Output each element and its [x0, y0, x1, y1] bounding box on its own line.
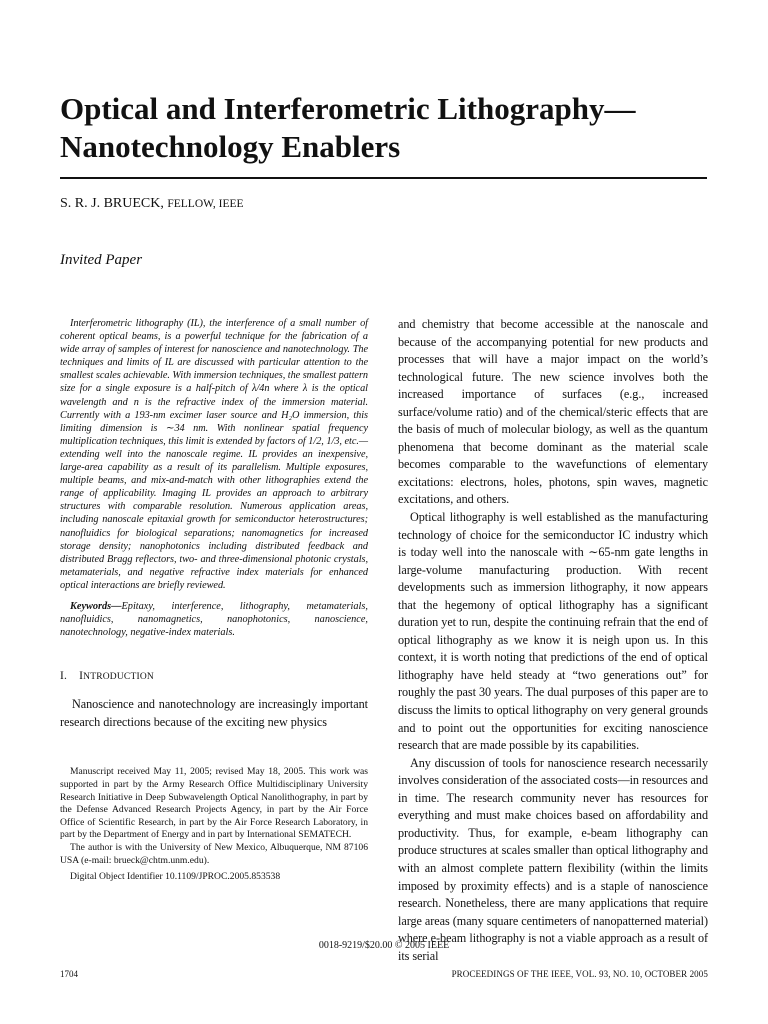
- section-number: I.: [60, 670, 68, 683]
- footnotes: [60, 766, 368, 883]
- abstract: Interferometric lithography (IL), the interference of a small number of coherent optical beams, is a powerful technique for the fabrication of a wide array of samples of interest for nanoscience and nanotechnology. The techniques and limits of IL are discussed with particular attention to the smallest scales achievable. With immersion techniques, the smallest pattern size for a single exposure is a half-pitch of λ/4n where λ is the optical wavelength and n is the refractive index of the immersion material. Currently with a 193-nm excimer laser source and H₂O immersion, this limiting dimension is ∼34 nm. With nonlinear spatial frequency multiplication techniques, this limit is extended by factors of 1/2, 1/3, etc.—extending well into the nanoscale regime. IL provides an inexpensive, large-area capability as a result of its parallelism. Multiple exposures, multiple beams, and mix-and-match with other lithographies extend the range of applicability. Imaging IL provides an approach to arbitrary structures with comparable resolution. Numerous application areas, including nanoscale epitaxial growth for semiconductor heterostructures; nanofluidics for biological separations; nanomagnetics for increased storage density; nanophotonics including distributed feedback and distributed Bragg reflectors, two- and three-dimensional photonic crystals, metamaterials, and negative refractive index materials for enhanced optical interactions are briefly reviewed.: [60, 318, 368, 591]
- body-paragraph-1: and chemistry that become accessible at the nanoscale and because of the accompanying potential for new products and processes that will have a major impact on the world’s technological future. The new science involves both the increased importance of surfaces (e.g., increased surface/volume ratio) and of the chemical/steric effects that are the basis of much of molecular biology, as well as the quantum phenomena that become dominant as the material scale becomes comparable to the wavefunctions of elementary excitations: electrons, holes, photons, spin waves, magnetic excitations, and others.: [398, 317, 708, 507]
- section-title-rest: NTRODUCTION: [83, 672, 154, 683]
- author-footnote: The author is with the University of New Mexico, Albuquerque, NM 87106 USA (e-mail: brueck@chtm.unm.edu).: [60, 841, 368, 866]
- doi-footnote: Digital Object Identifier 10.1109/JPROC.2005.853538: [70, 871, 281, 883]
- copyright-notice: 0018-9219/$20.00 © 2005 IEEE: [318, 940, 450, 951]
- section-title-initial: I: [79, 670, 84, 683]
- left-column: [60, 317, 368, 884]
- author-line: [60, 196, 244, 212]
- intro-paragraph: Nanoscience and nanotechnology are increasingly important research directions because of the exciting new physics: [60, 697, 368, 729]
- paper-type: Invited Paper: [60, 252, 143, 268]
- right-column: [398, 316, 708, 965]
- keywords-label: Keywords—: [70, 600, 122, 612]
- paper-title-line-1: Optical and Interferometric Lithography—: [60, 91, 636, 126]
- keywords-text: Epitaxy, interference, lithography, metamaterials, nanofluidics, nanomagnetics, nanophotonics, nanoscience, nanotechnology, negative-index materials.: [60, 600, 368, 639]
- section-heading: [60, 669, 368, 684]
- author-name: S. R. J. BRUECK,: [60, 196, 164, 211]
- body-paragraph-3: Any discussion of tools for nanoscience research necessarily involves consideration of the associated costs—in resources and in time. The research community never has resources for everything and must make choices based on affordability and productivity. Thus, for example, e-beam lithography can produce structures at scales smaller than optical lithography and with an almost complete pattern flexibility (within the limits imposed by proximity effects) and is a staple of nanoscience research. Nonetheless, there are many applications that require large areas (many square centimeters of nanopatterned material) where e-beam lithography is not a viable approach as a result of its serial: [398, 755, 708, 963]
- page-number: 1704: [60, 969, 78, 979]
- body-paragraph-2: Optical lithography is well established as the manufacturing technology of choice for the semiconductor IC industry which is today well into the nanoscale with ∼65-nm gate lengths in large-volume manufacturing production. With recent developments such as immersion lithography, it now appears that the hegemony of optical lithography has a significant duration yet to run, despite the continuing refrain that the end of optical lithography as we know it is neigh upon us. In this context, it is worth noting that predictions of the end of optical lithography have held steady at “two generations out” for roughly the past 30 years. The dual purposes of this paper are to discuss the limits to optical lithography on very general grounds and to point out the opportunities for exciting nanoscience research that are made possible by its capabilities.: [398, 510, 708, 753]
- manuscript-footnote: Manuscript received May 11, 2005; revised May 18, 2005. This work was supported in part by the Army Research Office Multidisciplinary University Research Initiative in Deep Subwavelength Optical Nanolithography, in part by the Defense Advanced Research Projects Agency, in part by the Air Force Office of Scientific Research, in part by the Air Force Research Laboratory, in part by the Department of Energy and in part by International SEMATECH.: [60, 766, 368, 841]
- author-affiliation: FELLOW, IEEE: [167, 198, 244, 210]
- paper-title-line-2: Nanotechnology Enablers: [60, 129, 401, 164]
- title-rule: [60, 177, 707, 179]
- keywords: [60, 600, 368, 639]
- journal-citation: PROCEEDINGS OF THE IEEE, VOL. 93, NO. 10, OCTOBER 2005: [451, 969, 708, 979]
- paper-title: [60, 90, 720, 166]
